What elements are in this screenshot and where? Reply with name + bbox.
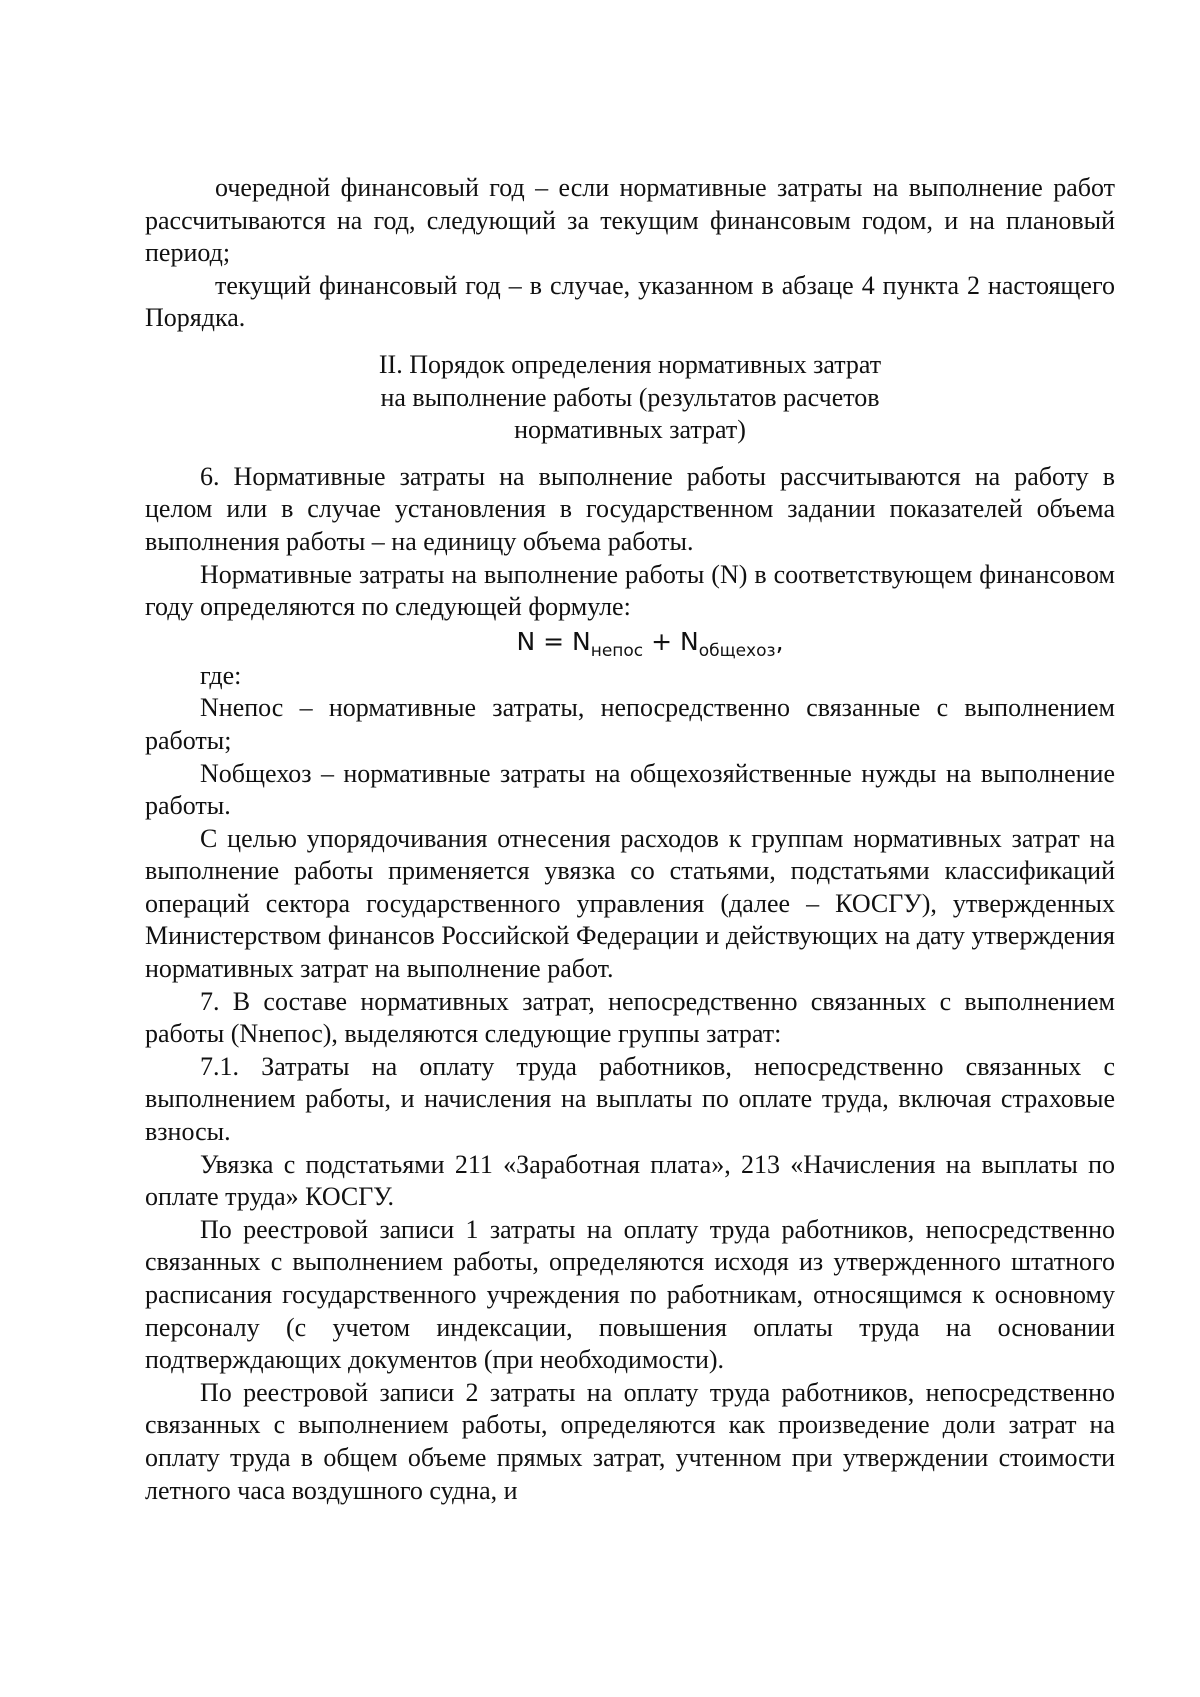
paragraph-next-fiscal-year: очередной финансовый год – если нормативные затраты на выполнение работ рассчитываются на год, следующий за текущим финансовым годом, и на плановый период;: [145, 173, 1115, 268]
heading-line-2: на выполнение работы (результатов расчетов: [380, 382, 880, 412]
paragraph-kosgu: С целью упорядочивания отнесения расходов к группам нормативных затрат на выполнение работы применяется увязка со статьями, подстатьями классификаций операций сектора государственного управления (далее – КОСГУ), утвержденных Министерством финансов Российской Федерации и действующих на дату утверждения нормативных затрат на выполнение работ.: [145, 823, 1115, 984]
paragraph-7-1: 7.1. Затраты на оплату труда работников, непосредственно связанных с выполнением работы, и начисления на выплаты по оплате труда, включая страховые взносы.: [145, 1051, 1115, 1147]
formula-tail: ,: [775, 626, 784, 656]
paragraph-current-fiscal-year: текущий финансовый год – в случае, указанном в абзаце 4 пункта 2 настоящего Порядка.: [145, 270, 1115, 333]
paragraph-registry-2: По реестровой записи 2 затраты на оплату труда работников, непосредственно связанных с выполнением работы, определяются как произведение доли затрат на оплату труда в общем объеме прямых затрат, учтенном при утверждении стоимости летного часа воздушного судна, и: [145, 1377, 1115, 1505]
where-label: где:: [200, 660, 242, 690]
heading-line-3: нормативных затрат): [514, 415, 746, 445]
formula-sub-obshchekhoz: общехоз: [698, 640, 776, 661]
formula-plus: + N: [643, 626, 699, 656]
definition-obshchekhoz: Nобщехоз – нормативные затраты на общехозяйственные нужды на выполнение работы.: [145, 758, 1115, 821]
paragraph-7: 7. В составе нормативных затрат, непосредственно связанных с выполнением работы (Nнепос), выделяются следующие группы затрат:: [145, 986, 1115, 1049]
paragraph-6-formula-intro: Нормативные затраты на выполнение работы (N) в соответствующем финансовом году определяются по следующей формуле:: [145, 559, 1115, 622]
paragraph-kosgu-link: Увязка с подстатьями 211 «Заработная плата», 213 «Начисления на выплаты по оплате труда» КОСГУ.: [145, 1149, 1115, 1212]
spacer: [145, 335, 1115, 349]
document-page: [145, 172, 1115, 1507]
formula-lhs: N = N: [516, 626, 591, 656]
definition-nepos: Nнепос – нормативные затраты, непосредственно связанные с выполнением работы;: [145, 693, 1115, 755]
paragraph-6: 6. Нормативные затраты на выполнение работы рассчитываются на работу в целом или в случае установления в государственном задании показателей объема выполнения работы – на единицу объема работы.: [145, 461, 1115, 556]
heading-line-1: II. Порядок определения нормативных затрат: [378, 349, 882, 379]
paragraph-registry-1: По реестровой записи 1 затраты на оплату труда работников, непосредственно связанных с выполнением работы, определяются исходя из утвержденного штатного расписания государственного учреждения по работникам, относящимся к основному персоналу (с учетом индексации, повышения оплаты труда на основании подтверждающих документов (при необходимости).: [145, 1214, 1115, 1375]
cost-formula: [145, 624, 1115, 660]
section-heading: [145, 349, 1115, 447]
spacer: [145, 447, 1115, 461]
formula-sub-nepos: непос: [590, 640, 644, 661]
